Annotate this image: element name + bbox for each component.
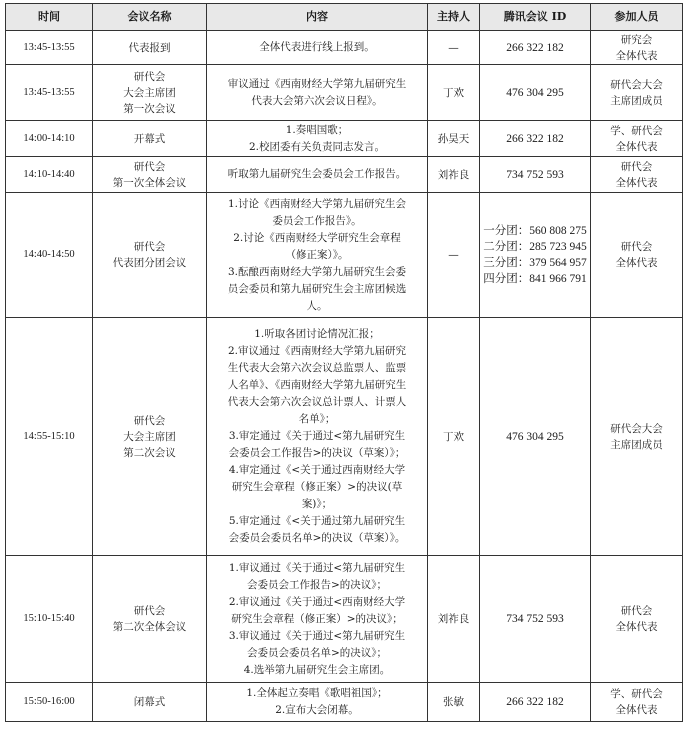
cell-time: 14:40-14:50 <box>6 193 93 318</box>
cell-content-line: 研究生会章程（修正案）>的决议》； <box>231 612 403 625</box>
cell-content-line: 听取第九届研究生会委员会工作报告。 <box>227 168 407 180</box>
cell-content-line: 案)》； <box>301 498 333 510</box>
cell-meeting-name-line: 闭幕式 <box>133 696 166 708</box>
cell-meeting-name-line: 第一次全体会议 <box>112 176 187 189</box>
schedule-body <box>6 31 683 722</box>
cell-time: 14:10-14:40 <box>6 157 93 193</box>
cell-meeting-id-line: 266 322 182 <box>506 696 564 708</box>
table-row <box>6 318 683 556</box>
cell-participants-line: 主席团成员 <box>610 438 663 451</box>
cell-participants <box>591 683 683 722</box>
cell-host: 丁欢 <box>428 318 480 556</box>
header-time: 时间 <box>6 4 93 31</box>
cell-content-line: 1.奏唱国歌； <box>285 123 349 136</box>
table-row <box>6 193 683 318</box>
cell-content-line: 员会委员和第九届研究生会主席团候选 <box>227 282 407 295</box>
cell-content-line: 4.选举第九届研究生会主席团。 <box>243 663 391 676</box>
cell-meeting-name-line: 大会主席团 <box>123 86 176 99</box>
cell-meeting-name-line: 大会主席团 <box>123 430 176 443</box>
cell-participants <box>591 31 683 65</box>
cell-meeting-id-line: 266 322 182 <box>506 132 564 145</box>
cell-content-line: 人名单》、《西南财经大学第九届研究生 <box>227 379 407 391</box>
cell-meeting-name-line: 研代会 <box>133 414 166 427</box>
header-participants: 参加人员 <box>591 4 683 31</box>
cell-meeting-id-line: 476 304 295 <box>506 430 564 443</box>
cell-participants <box>591 556 683 683</box>
cell-participants-line: 全体代表 <box>615 176 658 189</box>
cell-content-line: 委员会工作报告》。 <box>272 214 362 227</box>
cell-meeting-id-line: 四分团：841 966 791 <box>483 273 587 285</box>
cell-content-line: 代表大会第六次会议总计票人、计票人 <box>227 396 407 408</box>
cell-participants-line: 研代会大会 <box>610 422 663 435</box>
cell-content <box>207 65 428 121</box>
cell-participants-line: 学、研代会 <box>610 688 663 700</box>
cell-meeting-id-line: 476 304 295 <box>506 86 564 99</box>
cell-meeting-name-line: 研代会 <box>133 70 166 83</box>
cell-meeting-name <box>93 157 207 193</box>
cell-content-line: 名单》； <box>298 413 336 425</box>
cell-content-line: 2.讨论《西南财经大学研究生会章程 <box>233 231 401 244</box>
cell-content-line: 审议通过《西南财经大学第九届研究生 <box>227 77 407 90</box>
cell-meeting-name-line: 第二次会议 <box>123 446 176 459</box>
cell-meeting-name <box>93 683 207 722</box>
cell-meeting-id <box>480 31 591 65</box>
cell-meeting-name <box>93 121 207 157</box>
header-meeting-id: 腾讯会议 ID <box>480 4 591 31</box>
header-content: 内容 <box>207 4 428 31</box>
cell-content-line: 生代表大会第六次会议总监票人、监票 <box>227 362 407 374</box>
cell-meeting-name-line: 代表团分团会议 <box>112 257 187 269</box>
cell-content-line: 2.审议通过《关于通过<西南财经大学 <box>228 595 406 608</box>
cell-content-line: 会委员会委员名单>的决议（草案）》。 <box>228 532 406 544</box>
cell-meeting-name-line: 研代会 <box>133 605 166 617</box>
cell-meeting-id <box>480 193 591 318</box>
cell-participants <box>591 193 683 318</box>
cell-meeting-id <box>480 157 591 193</box>
cell-host: 张敏 <box>428 683 480 722</box>
cell-time: 15:10-15:40 <box>6 556 93 683</box>
cell-content-line: 代表大会第六次会议日程》。 <box>251 94 383 107</box>
cell-content-line: （修正案）》。 <box>285 248 349 261</box>
table-row <box>6 683 683 722</box>
cell-meeting-name <box>93 318 207 556</box>
cell-content <box>207 318 428 556</box>
cell-meeting-name-line: 研代会 <box>133 160 166 173</box>
cell-meeting-name-line: 开幕式 <box>133 132 166 145</box>
cell-participants-line: 研代会 <box>620 160 653 173</box>
cell-meeting-name <box>93 193 207 318</box>
cell-time: 14:00-14:10 <box>6 121 93 157</box>
cell-meeting-name-line: 研代会 <box>133 241 166 253</box>
cell-content <box>207 121 428 157</box>
cell-content <box>207 193 428 318</box>
cell-host: 刘祚良 <box>428 556 480 683</box>
cell-meeting-id-line: 一分团：560 808 275 <box>483 225 587 237</box>
cell-host: 孙昊天 <box>428 121 480 157</box>
cell-meeting-name <box>93 556 207 683</box>
table-row <box>6 65 683 121</box>
cell-content-line: 1.全体起立奏唱《歌唱祖国》； <box>246 687 388 699</box>
cell-participants-line: 全体代表 <box>615 704 658 716</box>
table-row <box>6 121 683 157</box>
cell-content-line: 会委员会委员名单>的决议》； <box>246 646 388 659</box>
cell-content-line: 全体代表进行线上报到。 <box>259 41 375 53</box>
cell-content-line: 3.审定通过《关于通过<第九届研究生 <box>228 430 406 442</box>
cell-meeting-id <box>480 556 591 683</box>
cell-participants-line: 主席团成员 <box>610 94 663 107</box>
table-row <box>6 556 683 683</box>
cell-host: — <box>428 193 480 318</box>
cell-participants-line: 全体代表 <box>615 257 658 269</box>
cell-participants-line: 全体代表 <box>615 621 658 633</box>
cell-content-line: 会委员会工作报告>的决议（草案）》； <box>228 447 406 459</box>
cell-meeting-id <box>480 318 591 556</box>
header-meeting-name: 会议名称 <box>93 4 207 31</box>
cell-content-line: 3.酝酿西南财经大学第九届研究生会委 <box>227 265 407 278</box>
cell-participants <box>591 121 683 157</box>
cell-meeting-id-line: 734 752 593 <box>506 168 564 181</box>
cell-meeting-name-line: 第二次全体会议 <box>112 621 187 633</box>
cell-content-line: 1.听取各团讨论情况汇报； <box>254 328 380 340</box>
cell-time: 15:50-16:00 <box>6 683 93 722</box>
cell-participants-line: 全体代表 <box>615 49 658 62</box>
cell-participants-line: 学、研代会 <box>610 124 663 137</box>
cell-content-line: 2.校团委有关负责同志发言。 <box>248 140 386 153</box>
cell-participants <box>591 65 683 121</box>
header-row <box>6 4 683 31</box>
cell-participants-line: 全体代表 <box>615 140 658 153</box>
header-host: 主持人 <box>428 4 480 31</box>
cell-meeting-name-line: 第一次会议 <box>123 102 176 115</box>
cell-meeting-id <box>480 683 591 722</box>
cell-content-line: 1.审议通过《关于通过<第九届研究生 <box>228 561 406 574</box>
cell-host: 丁欢 <box>428 65 480 121</box>
cell-content <box>207 157 428 193</box>
cell-time: 13:45-13:55 <box>6 31 93 65</box>
cell-content <box>207 683 428 722</box>
cell-meeting-name <box>93 65 207 121</box>
cell-participants-line: 研代会 <box>620 605 653 617</box>
cell-participants-line: 研代会 <box>620 241 653 253</box>
cell-meeting-name <box>93 31 207 65</box>
cell-time: 13:45-13:55 <box>6 65 93 121</box>
cell-meeting-id-line: 734 752 593 <box>506 613 564 625</box>
cell-content-line: 4.审定通过《<关于通过西南财经大学 <box>228 464 406 476</box>
schedule-table <box>5 3 683 722</box>
cell-meeting-id <box>480 65 591 121</box>
cell-participants-line: 研究会 <box>620 33 653 46</box>
cell-host: 刘祚良 <box>428 157 480 193</box>
cell-content-line: 2.审议通过《西南财经大学第九届研究 <box>227 345 407 357</box>
cell-content-line: 1.讨论《西南财经大学第九届研究生会 <box>227 197 407 210</box>
cell-meeting-id-line: 266 322 182 <box>506 41 564 54</box>
cell-content-line: 2.宣布大会闭幕。 <box>275 704 359 716</box>
cell-meeting-id-line: 三分团：379 564 957 <box>483 257 587 269</box>
cell-participants <box>591 157 683 193</box>
cell-host: — <box>428 31 480 65</box>
cell-content-line: 研究生会章程（修正案）>的决议(草 <box>231 481 403 493</box>
table-row <box>6 31 683 65</box>
cell-meeting-id-line: 二分团：285 723 945 <box>483 241 587 253</box>
cell-participants <box>591 318 683 556</box>
cell-content <box>207 556 428 683</box>
cell-content-line: 3.审议通过《关于通过<第九届研究生 <box>228 629 406 642</box>
cell-time: 14:55-15:10 <box>6 318 93 556</box>
cell-content-line: 人。 <box>306 299 328 312</box>
cell-participants-line: 研代会大会 <box>610 78 663 91</box>
table-row <box>6 157 683 193</box>
cell-meeting-id <box>480 121 591 157</box>
cell-content-line: 会委员会工作报告>的决议》； <box>246 578 388 591</box>
cell-content <box>207 31 428 65</box>
cell-meeting-name-line: 代表报到 <box>128 41 171 54</box>
cell-content-line: 5.审定通过《<关于通过第九届研究生 <box>228 515 406 527</box>
